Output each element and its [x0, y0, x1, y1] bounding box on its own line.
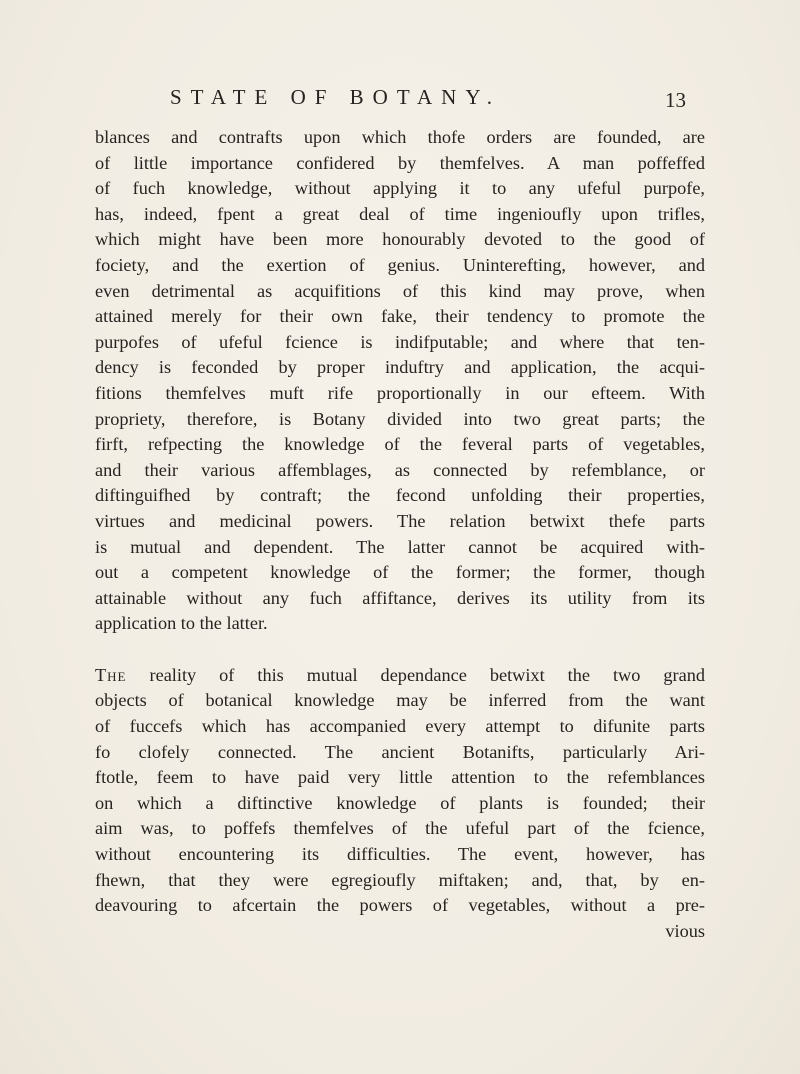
text-line: blances and contrafts upon which thofe orders are founded, are: [95, 127, 705, 147]
first-line-rest: reality of this mutual dependance betwixt the two grand: [126, 664, 705, 685]
paragraph-gap: [95, 637, 705, 663]
text-line: even detrimental as acquifitions of this kind may prove, when: [95, 280, 705, 301]
text-line: attained merely for their own fake, their tendency to promote the: [95, 306, 705, 327]
body-text: [95, 125, 705, 944]
text-line: fo clofely connected. The ancient Botanifts, particularly Ari-: [95, 741, 705, 762]
text-line: out a competent knowledge of the former; the former, though: [95, 562, 705, 583]
text-line: firft, refpecting the knowledge of the feveral parts of vegetables,: [95, 434, 705, 455]
text-line: on which a diftinctive knowledge of plants is founded; their: [95, 792, 705, 813]
text-line: propriety, therefore, is Botany divided into two great parts; the: [95, 408, 705, 429]
text-line: diftinguifhed by contraft; the fecond unfolding their properties,: [95, 485, 705, 506]
text-line: application to the latter.: [95, 613, 268, 634]
page-number: 13: [665, 88, 686, 112]
paragraph-2: [95, 663, 705, 945]
text-line: fociety, and the exertion of genius. Uninterefting, however, and: [95, 254, 705, 275]
text-line: virtues and medicinal powers. The relation betwixt thefe parts: [95, 510, 705, 531]
text-line: dency is feconded by proper induftry and application, the acqui-: [95, 357, 705, 378]
text-line: which might have been more honourably devoted to the good of: [95, 229, 705, 250]
drop-word: The: [95, 664, 127, 685]
text-line: of fuch knowledge, without applying it to any ufeful purpofe,: [95, 178, 705, 199]
text-line: ftotle, feem to have paid very little attention to the refemblances: [95, 767, 705, 788]
text-line: is mutual and dependent. The latter cannot be acquired with-: [95, 536, 705, 557]
text-line: objects of botanical knowledge may be inferred from the want: [95, 690, 705, 711]
catchword: vious: [665, 920, 705, 941]
text-line: fhewn, that they were egregioufly miftaken; and, that, by en-: [95, 869, 705, 890]
text-line: has, indeed, fpent a great deal of time ingenioufly upon trifles,: [95, 203, 705, 224]
text-line: deavouring to afcertain the powers of vegetables, without a pre-: [95, 895, 705, 916]
text-line-first: [95, 663, 705, 689]
text-line: fitions themfelves muft rife proportionally in our efteem. With: [95, 382, 705, 403]
text-line: purpofes of ufeful fcience is indifputable; and where that ten-: [95, 331, 705, 352]
text-line: without encountering its difficulties. The event, however, has: [95, 844, 705, 865]
text-line: of little importance confidered by themfelves. A man poffeffed: [95, 152, 705, 173]
text-line: attainable without any fuch affiftance, derives its utility from its: [95, 587, 705, 608]
running-head-title: STATE OF BOTANY.: [170, 85, 502, 109]
text-line: and their various affemblages, as connected by refemblance, or: [95, 459, 705, 480]
paragraph-1: [95, 125, 705, 637]
text-line: of fuccefs which has accompanied every attempt to difunite parts: [95, 716, 705, 737]
text-line: aim was, to poffefs themfelves of the ufeful part of the fcience,: [95, 818, 705, 839]
